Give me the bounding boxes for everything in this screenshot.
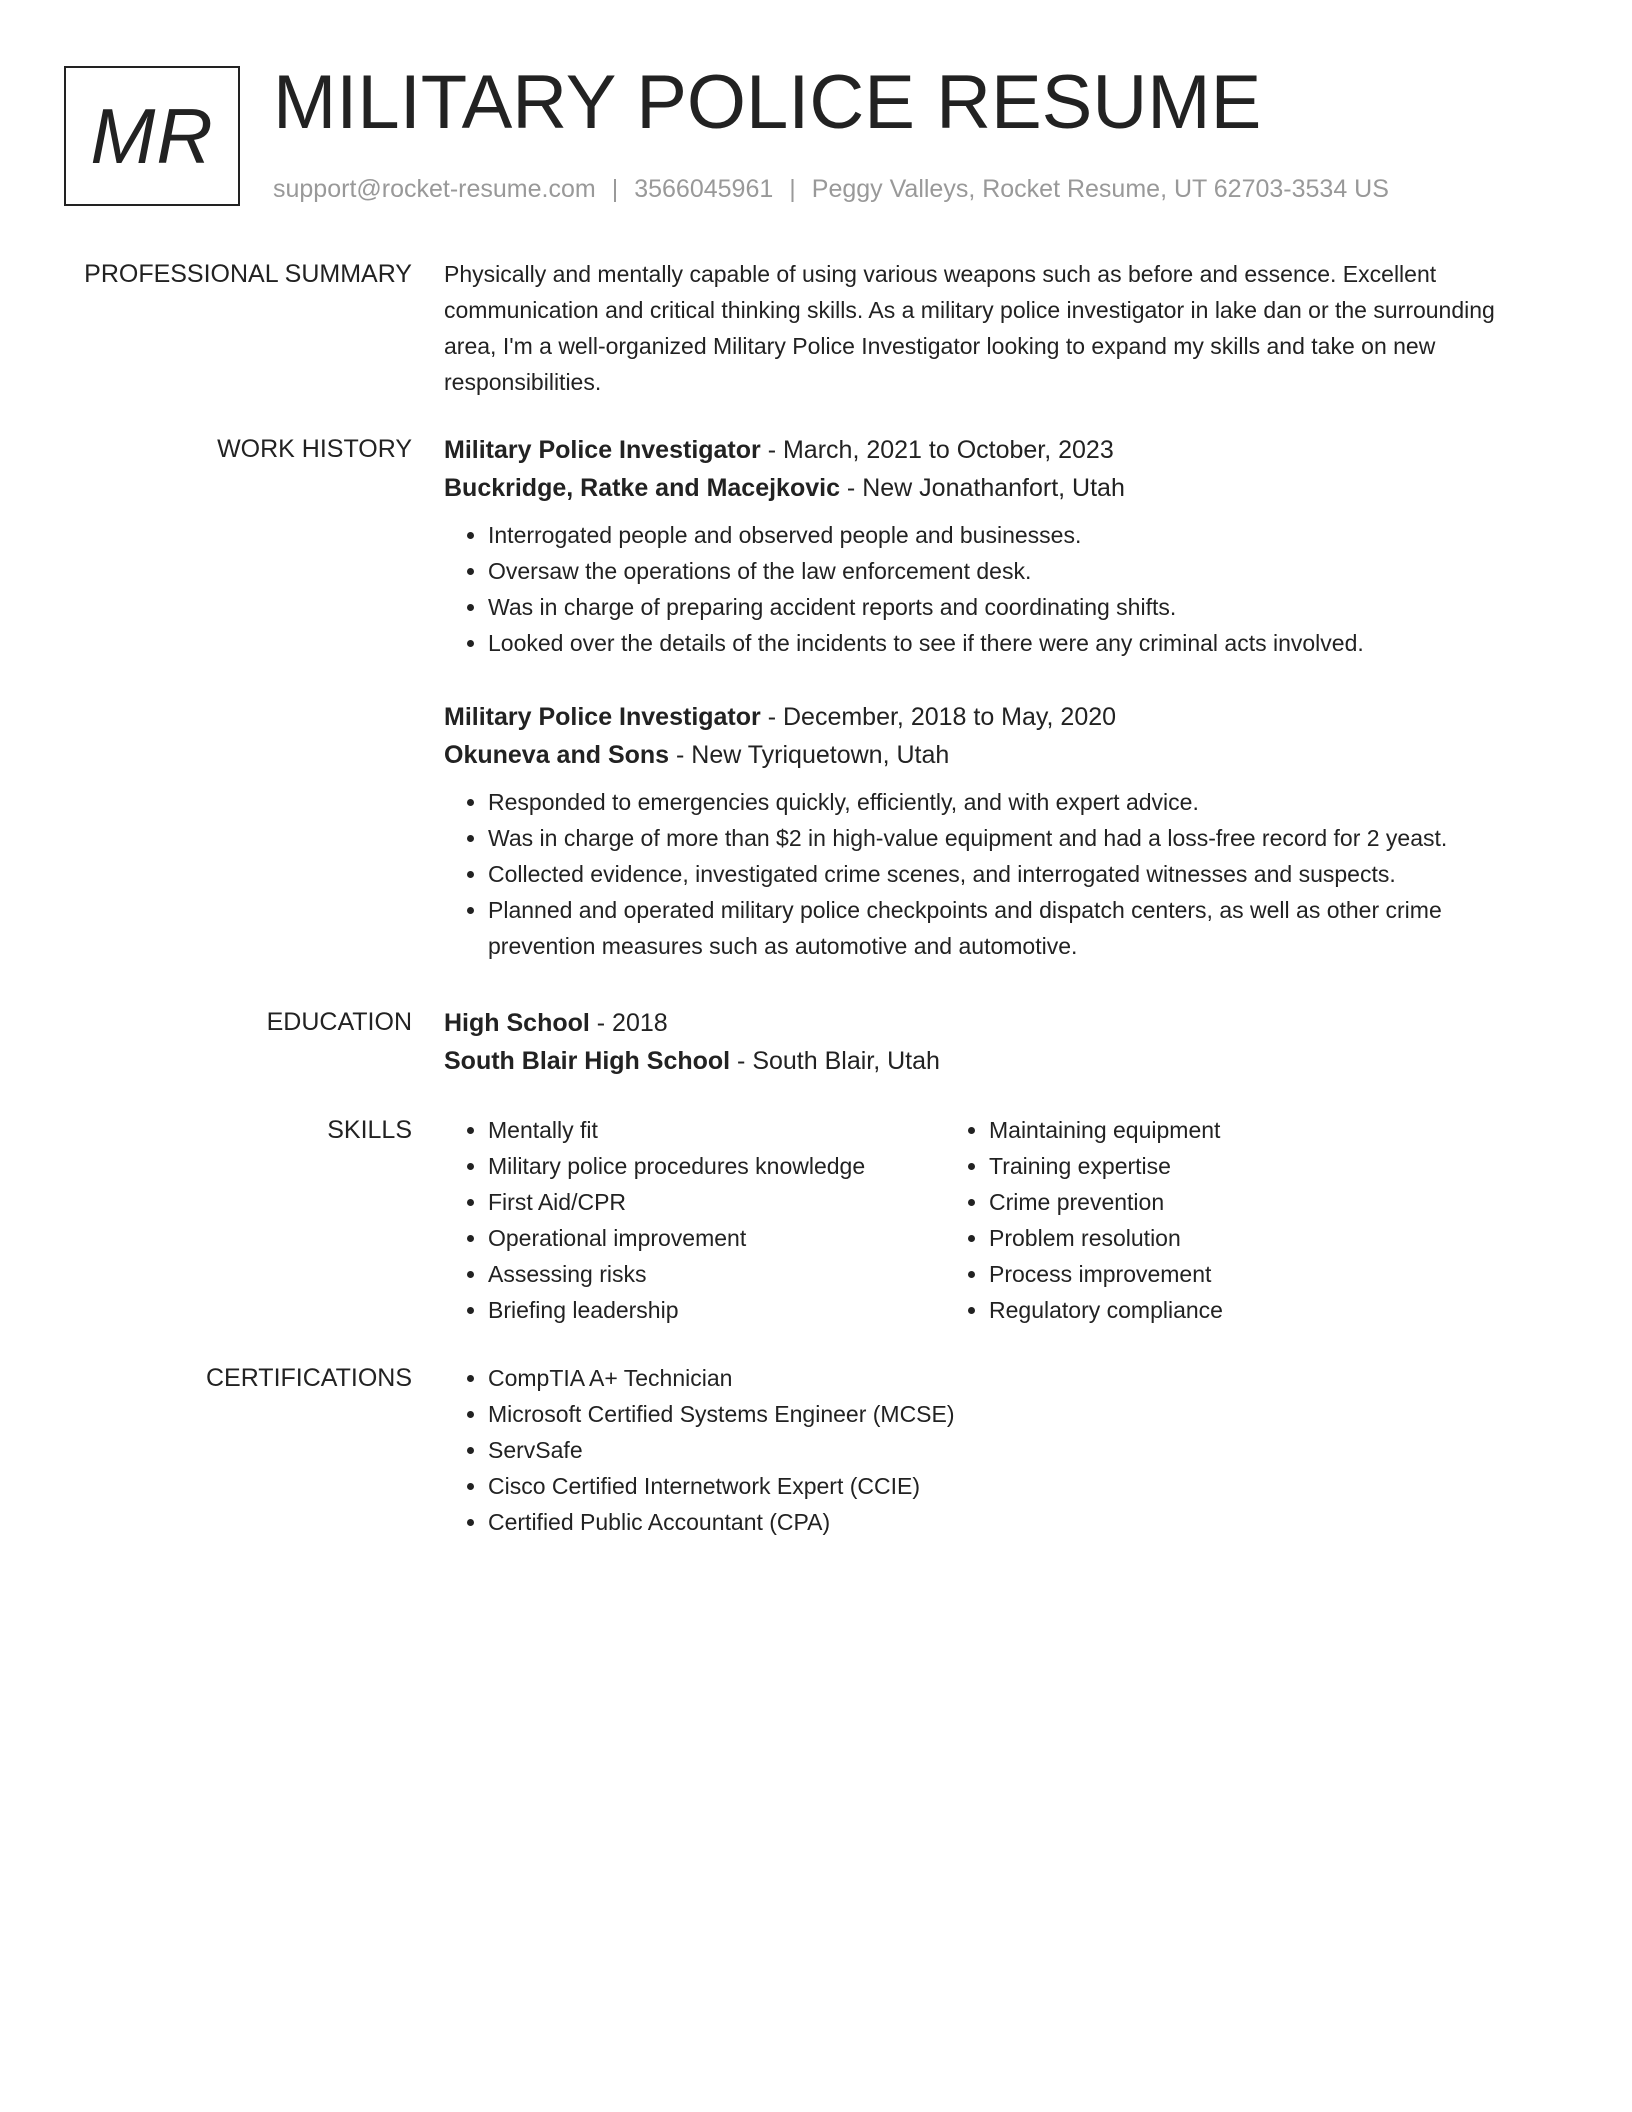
job-company: Buckridge, Ratke and Macejkovic <box>444 474 840 502</box>
contact-phone: 3566045961 <box>634 175 774 203</box>
job-entry <box>444 431 1524 661</box>
job-company-line <box>444 736 1524 774</box>
job-location: - New Jonathanfort, Utah <box>839 474 1125 502</box>
job-dates: - March, 2021 to October, 2023 <box>760 436 1114 464</box>
work-history-label: WORK HISTORY <box>217 435 412 463</box>
list-item: • Certified Public Accountant (CPA) <box>488 1504 1524 1540</box>
summary-body <box>444 256 1524 400</box>
skills-columns <box>444 1112 1524 1328</box>
job-company-line <box>444 469 1524 507</box>
list-item: • Was in charge of more than $2 in high-value equipment and had a loss-free record for 2 yeast. <box>488 820 1524 856</box>
education-body <box>444 1004 1524 1080</box>
list-item: • Maintaining equipment <box>989 1112 1445 1148</box>
job-dates: - December, 2018 to May, 2020 <box>760 703 1117 731</box>
monogram-text: MR <box>90 91 214 180</box>
skills-list-left <box>444 1112 945 1328</box>
job-title-line <box>444 698 1524 736</box>
resume-title: MILITARY POLICE RESUME <box>273 60 1262 145</box>
job-title: Military Police Investigator <box>444 703 761 731</box>
list-item: • Operational improvement <box>488 1220 945 1256</box>
list-item: • Process improvement <box>989 1256 1445 1292</box>
list-item: • Responded to emergencies quickly, efficiently, and with expert advice. <box>488 784 1524 820</box>
contact-address: Peggy Valleys, Rocket Resume, UT 62703-3534 US <box>811 175 1389 203</box>
list-item: • Planned and operated military police checkpoints and dispatch centers, as well as other crime prevention measures such as automotive and automotive. <box>488 892 1524 964</box>
list-item: • Problem resolution <box>989 1220 1445 1256</box>
education-degree: High School <box>444 1009 590 1037</box>
list-item: • Oversaw the operations of the law enforcement desk. <box>488 553 1524 589</box>
job-duties-list <box>444 784 1524 964</box>
contact-email: support@rocket-resume.com <box>273 175 596 203</box>
work-history-body <box>444 698 1524 964</box>
list-item: • CompTIA A+ Technician <box>488 1360 1524 1396</box>
job-title-line <box>444 431 1524 469</box>
list-item: • Microsoft Certified Systems Engineer (MCSE) <box>488 1396 1524 1432</box>
job-location: - New Tyriquetown, Utah <box>669 741 950 769</box>
education-degree-line <box>444 1004 1524 1042</box>
list-item: • Military police procedures knowledge <box>488 1148 945 1184</box>
list-item: • Mentally fit <box>488 1112 945 1148</box>
list-item: • Training expertise <box>989 1148 1445 1184</box>
list-item: • Crime prevention <box>989 1184 1445 1220</box>
list-item: • Cisco Certified Internetwork Expert (CCIE) <box>488 1468 1524 1504</box>
contact-line <box>273 172 1389 206</box>
list-item: • Briefing leadership <box>488 1292 945 1328</box>
certifications-body <box>444 1360 1524 1540</box>
job-duties-list <box>444 517 1524 661</box>
list-item: • Looked over the details of the incidents to see if there were any criminal acts involved. <box>488 625 1524 661</box>
list-item: • Regulatory compliance <box>989 1292 1445 1328</box>
contact-separator: | <box>611 175 619 203</box>
summary-label: PROFESSIONAL SUMMARY <box>84 260 412 288</box>
education-school: South Blair High School <box>444 1047 731 1075</box>
education-location: - South Blair, Utah <box>730 1047 940 1075</box>
education-school-line <box>444 1042 1524 1080</box>
monogram-badge <box>64 66 240 206</box>
summary-text: Physically and mentally capable of using various weapons such as before and essence. Excellent communication and critical thinking skills. As a military police investigator in lake dan or the surrounding area, I'm a well-organized Military Police Investigator looking to expand my skills and take on new responsibilities. <box>444 261 1495 395</box>
job-entry <box>444 698 1524 964</box>
list-item: • Interrogated people and observed people and businesses. <box>488 517 1524 553</box>
job-title: Military Police Investigator <box>444 436 761 464</box>
work-history-body <box>444 431 1524 661</box>
education-year: - 2018 <box>589 1009 668 1037</box>
contact-separator: | <box>789 175 796 203</box>
list-item: • Assessing risks <box>488 1256 945 1292</box>
job-company: Okuneva and Sons <box>444 741 670 769</box>
certifications-label: CERTIFICATIONS <box>205 1364 412 1392</box>
list-item: • ServSafe <box>488 1432 1524 1468</box>
list-item: • First Aid/CPR <box>488 1184 945 1220</box>
skills-body <box>444 1112 1524 1328</box>
skills-label: SKILLS <box>327 1116 412 1144</box>
list-item: • Collected evidence, investigated crime scenes, and interrogated witnesses and suspects. <box>488 856 1524 892</box>
certifications-list <box>444 1360 1524 1540</box>
list-item: • Was in charge of preparing accident reports and coordinating shifts. <box>488 589 1524 625</box>
skills-list-right <box>945 1112 1445 1328</box>
education-label: EDUCATION <box>266 1008 412 1036</box>
